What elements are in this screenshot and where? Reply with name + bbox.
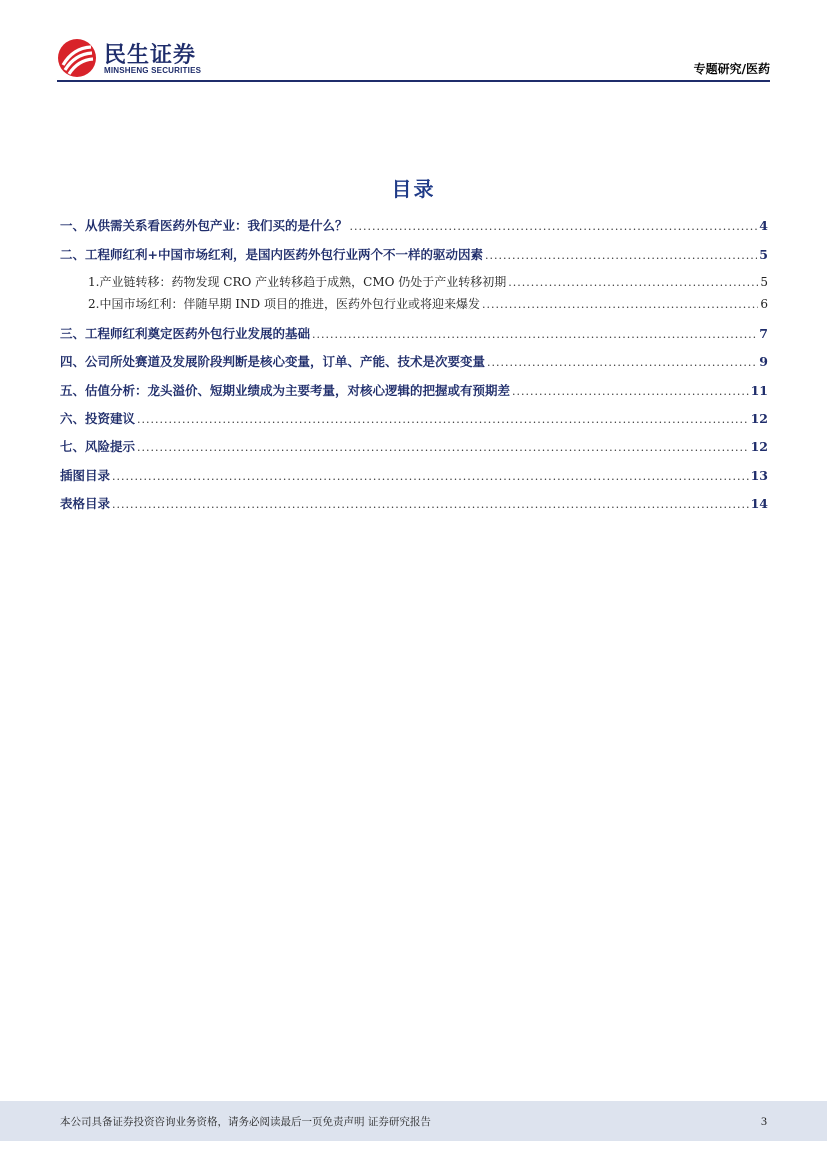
toc-entry[interactable]	[60, 352, 768, 370]
toc-leader-dots	[112, 470, 749, 483]
toc-entry-page: 4	[759, 218, 768, 233]
toc-leader-dots	[485, 249, 757, 262]
page-footer	[0, 1101, 827, 1141]
toc-entry-text: 二、工程师红利+中国市场红利，是国内医药外包行业两个不一样的驱动因素	[60, 247, 483, 262]
brand-name-en: MINSHENG SECURITIES	[104, 66, 202, 75]
toc-entry-text: 一、从供需关系看医药外包产业：我们买的是什么？	[60, 218, 348, 233]
toc-entry-text: 六、投资建议	[60, 411, 136, 426]
toc-entry[interactable]	[60, 216, 768, 234]
toc-leader-dots	[512, 385, 749, 398]
toc-entry[interactable]	[60, 409, 768, 427]
toc-leader-dots	[137, 413, 749, 426]
toc-entry-text: 插图目录	[60, 468, 111, 483]
page-header	[57, 30, 770, 82]
toc-entry-text: 三、工程师红利奠定医药外包行业发展的基础	[60, 326, 311, 341]
toc-entry-page: 12	[750, 411, 768, 426]
toc-entry-page: 9	[759, 354, 768, 369]
toc-entry[interactable]	[60, 381, 768, 399]
page-number: 3	[761, 1114, 767, 1128]
toc-entry-page: 12	[750, 439, 768, 454]
minsheng-logo-icon	[57, 38, 97, 78]
header-divider	[57, 80, 770, 82]
toc-entry-text: 2.中国市场红利：伴随早期 IND 项目的推进，医药外包行业或将迎来爆发	[88, 297, 480, 311]
toc-leader-dots	[350, 220, 758, 233]
toc-entry-text: 五、估值分析：龙头溢价、短期业绩成为主要考量，对核心逻辑的把握或有预期差	[60, 383, 511, 398]
report-section-label: 专题研究/医药	[693, 62, 770, 76]
toc-entry-page: 6	[760, 297, 768, 311]
toc-leader-dots	[137, 441, 749, 454]
toc-entry-page: 5	[760, 275, 768, 289]
toc-entry[interactable]	[60, 466, 768, 484]
toc-subentry[interactable]	[88, 273, 768, 290]
toc-entry-page: 11	[750, 383, 768, 398]
toc-leader-dots	[312, 328, 757, 341]
toc-entry-text: 七、风险提示	[60, 439, 136, 454]
toc-entry-page: 14	[750, 496, 768, 511]
toc-entry-page: 13	[750, 468, 768, 483]
toc-subentry[interactable]	[88, 295, 768, 312]
toc-entry[interactable]	[60, 245, 768, 263]
toc-entry-page: 5	[759, 247, 768, 262]
toc-entry-text: 表格目录	[60, 496, 111, 511]
toc-entry-text: 四、公司所处赛道及发展阶段判断是核心变量，订单、产能、技术是次要变量	[60, 354, 486, 369]
toc-leader-dots	[482, 298, 758, 311]
footer-disclaimer: 本公司具备证券投资咨询业务资格，请务必阅读最后一页免责声明 证券研究报告	[60, 1116, 431, 1128]
toc-leader-dots	[112, 498, 749, 511]
toc-entry[interactable]	[60, 437, 768, 455]
brand-name-cn: 民生证券	[104, 43, 197, 68]
toc-title: 目录	[391, 177, 436, 201]
toc-leader-dots	[487, 356, 757, 369]
toc-leader-dots	[508, 276, 758, 289]
toc-entry[interactable]	[60, 324, 768, 342]
toc-entry-page: 7	[759, 326, 768, 341]
toc-entry[interactable]	[60, 494, 768, 512]
toc-entry-text: 1.产业链转移：药物发现 CRO 产业转移趋于成熟，CMO 仍处于产业转移初期	[88, 275, 507, 289]
